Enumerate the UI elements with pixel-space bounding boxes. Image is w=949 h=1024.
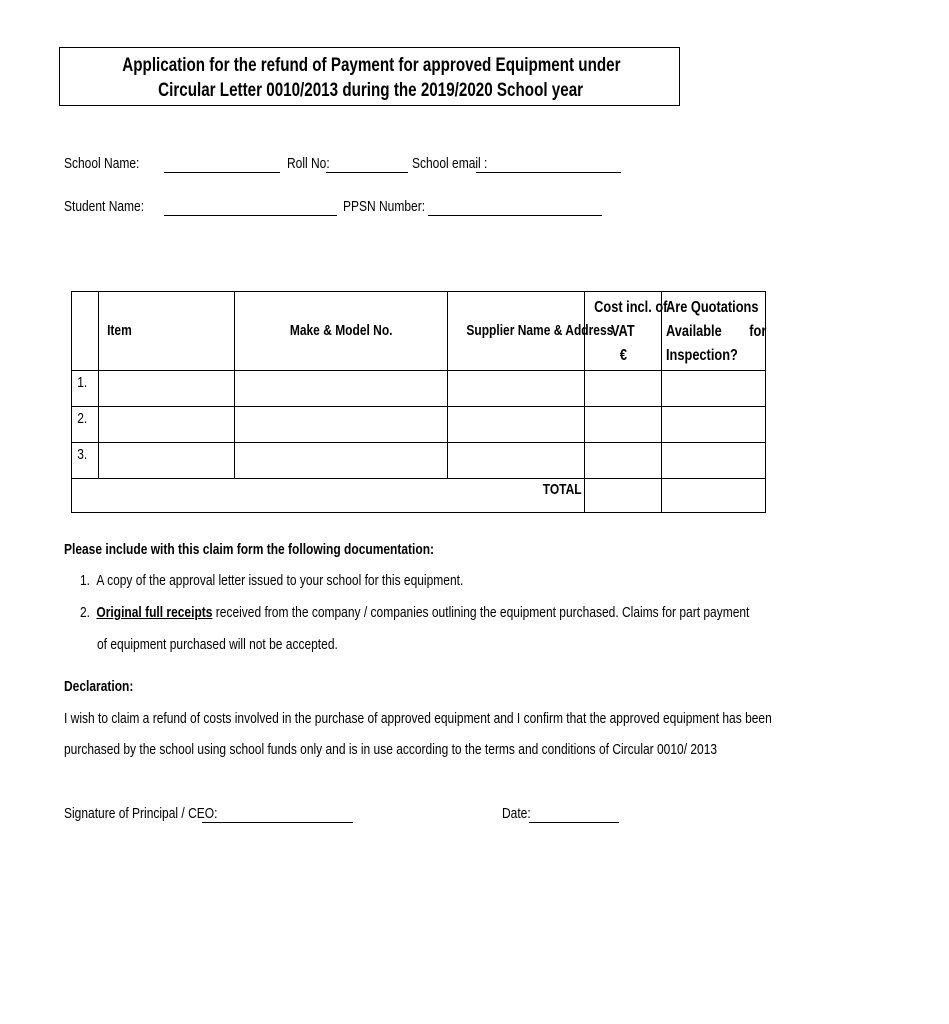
documentation-item-2: 2. Original full receipts received from the company / companies outlining the equipment purchased. Claims for part payment (80, 604, 750, 621)
title-line-1: Application for the refund of Payment for approved Equipment under (122, 55, 621, 76)
header-supplier: Supplier Name & Address (448, 292, 585, 371)
item-cell[interactable] (99, 407, 235, 443)
total-label: TOTAL (72, 479, 585, 513)
table-row (72, 443, 766, 479)
roll-no-label: Roll No: (287, 155, 330, 172)
row-number: 2. (72, 407, 99, 443)
school-email-label: School email : (412, 155, 488, 172)
roll-no-field[interactable] (326, 172, 408, 173)
row-number: 1. (72, 371, 99, 407)
header-item: Item (99, 292, 235, 371)
quotations-cell[interactable] (662, 407, 766, 443)
item-cell[interactable] (99, 443, 235, 479)
declaration-text-line-2: purchased by the school using school funds only and is in use according to the terms and conditions of Circular 0010/ 2013 (64, 741, 718, 758)
cost-cell[interactable] (585, 443, 662, 479)
make-model-cell[interactable] (235, 371, 448, 407)
make-model-cell[interactable] (235, 443, 448, 479)
student-name-label: Student Name: (64, 198, 145, 215)
student-name-field[interactable] (164, 215, 337, 216)
declaration-text-line-1: I wish to claim a refund of costs involved in the purchase of approved equipment and I confirm that the approved equipment has been (64, 710, 772, 727)
date-field[interactable] (529, 822, 619, 823)
item-cell[interactable] (99, 371, 235, 407)
ppsn-field[interactable] (428, 215, 602, 216)
table-header-row (72, 292, 766, 371)
supplier-cell[interactable] (448, 407, 585, 443)
cost-cell[interactable] (585, 371, 662, 407)
make-model-cell[interactable] (235, 407, 448, 443)
header-num-cell (72, 292, 99, 371)
school-name-label: School Name: (64, 155, 140, 172)
total-quotations-cell[interactable] (662, 479, 766, 513)
declaration-heading: Declaration: (64, 678, 134, 695)
header-quotations: Are Quotations Available for Inspection? (662, 292, 766, 371)
header-cost: Cost incl. of VAT € (585, 292, 662, 371)
principal-signature-label: Signature of Principal / CEO: (64, 805, 218, 822)
total-row (72, 479, 766, 513)
supplier-cell[interactable] (448, 443, 585, 479)
supplier-cell[interactable] (448, 371, 585, 407)
school-name-field[interactable] (164, 172, 280, 173)
principal-signature-field[interactable] (202, 822, 353, 823)
equipment-table (71, 291, 766, 513)
quotations-cell[interactable] (662, 443, 766, 479)
original-receipts-emphasis: Original full receipts (96, 604, 213, 621)
table-row (72, 371, 766, 407)
title-box (59, 47, 680, 106)
quotations-cell[interactable] (662, 371, 766, 407)
documentation-item-1: 1. A copy of the approval letter issued to your school for this equipment. (80, 572, 464, 589)
ppsn-label: PPSN Number: (343, 198, 426, 215)
header-make-model: Make & Model No. (235, 292, 448, 371)
school-email-field[interactable] (476, 172, 621, 173)
total-cost-cell[interactable] (585, 479, 662, 513)
date-label: Date: (502, 805, 531, 822)
title-line-2: Circular Letter 0010/2013 during the 2019/2020 School year (158, 80, 583, 101)
row-number: 3. (72, 443, 99, 479)
cost-cell[interactable] (585, 407, 662, 443)
documentation-item-2-continued: of equipment purchased will not be accepted. (97, 636, 338, 653)
table-row (72, 407, 766, 443)
documentation-heading: Please include with this claim form the following documentation: (64, 541, 435, 558)
